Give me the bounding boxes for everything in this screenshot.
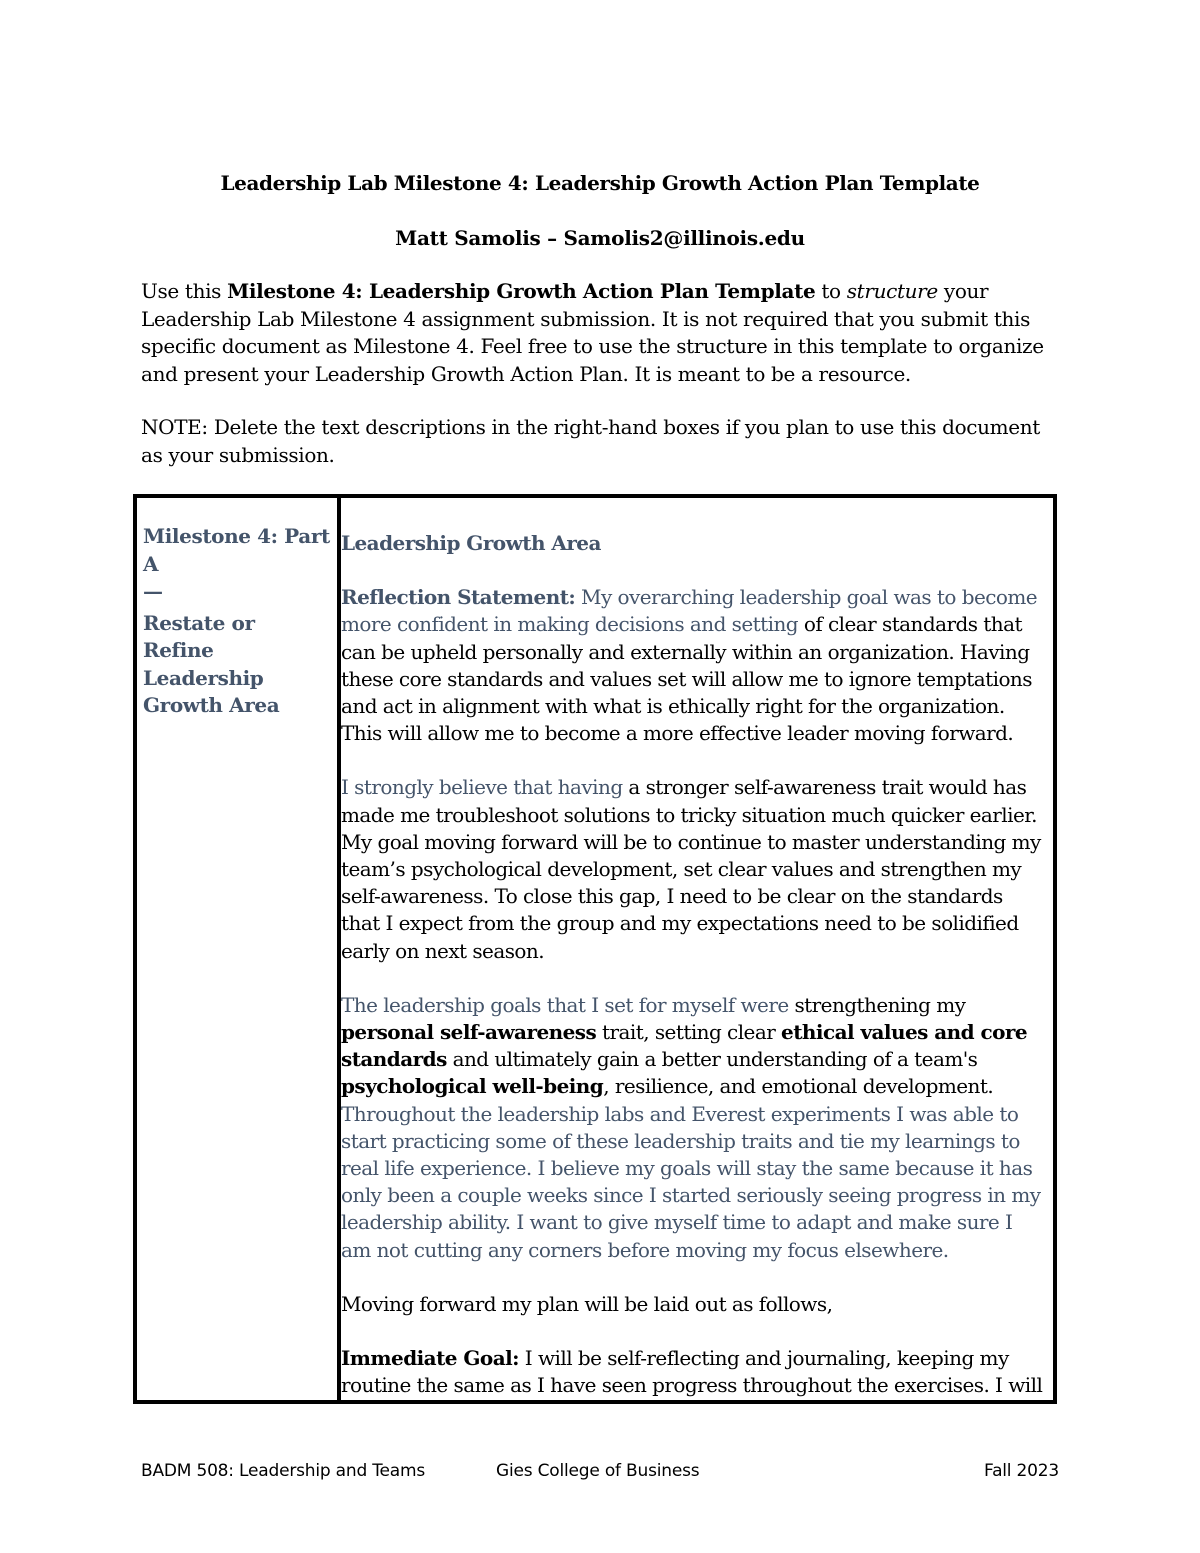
- intro-lead: Use this: [141, 279, 228, 303]
- part-sub-title: Restate or Refine Leadership Growth Area: [143, 610, 280, 717]
- p3-a: strengthening my: [788, 992, 966, 1017]
- author-line: Matt Samolis – Samolis2@illinois.edu: [395, 226, 805, 250]
- reflection-rest: of clear standards that can be upheld personally and externally within an organization. Having these core standards and values set will allow me to ignore temptations and act in alignment with what is ethically right for the organization. This will allow me to become a more effective leader moving forward.: [341, 612, 1032, 746]
- p2-muted: I strongly believe that having: [341, 775, 623, 800]
- part-dash: —: [143, 579, 163, 603]
- p3-c: trait, setting clear: [596, 1020, 782, 1045]
- reflection-muted: My overarching leadership goal was to become more confident in making decisions and setting: [341, 585, 1038, 637]
- p3-muted-2: Throughout the leadership labs and Everest experiments I was able to start practicing some of these leadership traits and tie my learnings to real life experience. I believe my goals will stay the same because it has only been a couple weeks since I started seriously seeing progress in my leadership ability. I want to give myself time to adapt and make sure I am not cutting any corners before moving my focus elsewhere.: [341, 1101, 1041, 1262]
- intro-structure: structure: [846, 279, 938, 303]
- p3-bold-1: personal self-awareness: [341, 1020, 597, 1045]
- p3-d: and ultimately gain a better understanding of a team's: [446, 1047, 978, 1072]
- footer-course: BADM 508: Leadership and Teams: [141, 1461, 426, 1481]
- immediate-goal-paragraph: [341, 1345, 1047, 1399]
- document-title: Leadership Lab Milestone 4: Leadership Growth Action Plan Template: [220, 171, 980, 195]
- footer-term: Fall 2023: [984, 1461, 1059, 1481]
- action-plan-table: [133, 494, 1057, 1404]
- table-left-cell: [137, 498, 341, 1400]
- p2-rest: a stronger self-awareness trait would has made me troubleshoot solutions to tricky situation much quicker earlier. My goal moving forward will be to continue to master understanding my team’s psychological development, set clear values and strengthen my self-awareness. To close this gap, I need to be clear on the standards that I expect from the group and my expectations need to be solidified early on next season.: [341, 775, 1041, 963]
- footer-college: Gies College of Business: [496, 1461, 700, 1481]
- reflection-paragraph: [341, 584, 1047, 747]
- paragraph-3: [341, 992, 1047, 1264]
- page-footer: [141, 1458, 1059, 1484]
- p3-muted: The leadership goals that I set for myself were: [341, 992, 789, 1017]
- section-heading: Leadership Growth Area: [341, 531, 601, 555]
- immediate-goal-text: I will be self-reflecting and journaling, keeping my routine the same as I have seen progress throughout the exercises. I will: [341, 1346, 1043, 1398]
- p3-bold-2: ethical values and core standards: [341, 1020, 1028, 1072]
- table-right-cell: [341, 498, 1053, 1400]
- immediate-goal-label: Immediate Goal:: [341, 1346, 519, 1371]
- p3-e: , resilience, and emotional development.: [603, 1074, 994, 1099]
- intro-to: to: [815, 279, 847, 303]
- intro-template-name: Milestone 4: Leadership Growth Action Plan Template: [227, 279, 816, 303]
- intro-rest: your Leadership Lab Milestone 4 assignment submission. It is not required that you submit this specific document as Milestone 4. Feel free to use the structure in this template to organize and present your Leadership Growth Action Plan. It is meant to be a resource.: [141, 279, 1044, 386]
- note-paragraph: NOTE: Delete the text descriptions in the right-hand boxes if you plan to use this document as your submission.: [141, 415, 1040, 467]
- p3-bold-3: psychological well-being: [341, 1074, 604, 1099]
- intro-paragraph: [141, 278, 1061, 388]
- part-label: Milestone 4: Part A: [143, 524, 330, 576]
- paragraph-2: [341, 774, 1047, 964]
- reflection-label: Reflection Statement:: [341, 585, 576, 610]
- paragraph-4: Moving forward my plan will be laid out as follows,: [341, 1291, 833, 1316]
